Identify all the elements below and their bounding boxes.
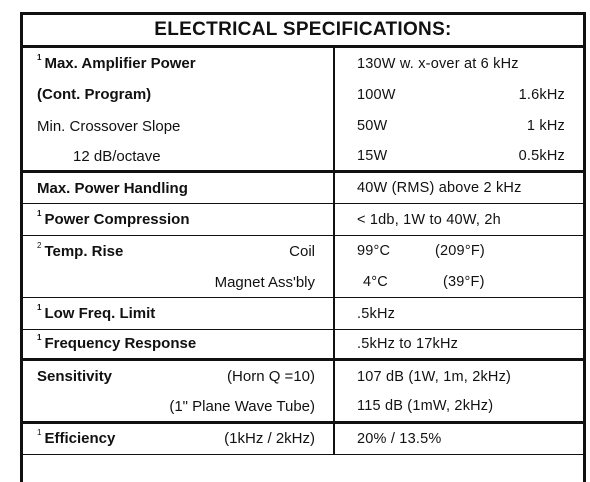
spec-row-slope-db-octave (23, 142, 583, 173)
spec-value-cell (335, 392, 583, 420)
spec-label-cell (23, 298, 335, 328)
spec-row-low-freq-limit (23, 298, 583, 329)
spec-value-celsius: 99°C (357, 243, 391, 260)
spec-row-min-crossover-slope (23, 111, 583, 142)
spec-row-temp-rise-coil (23, 236, 583, 267)
spec-label: Max. Power Handling (37, 179, 188, 197)
spec-label-cell (23, 79, 335, 110)
spec-value-power: 50W (357, 118, 388, 135)
table-title: ELECTRICAL SPECIFICATIONS: (23, 15, 583, 48)
spec-label-cell (23, 424, 335, 454)
spec-label-cell (23, 142, 335, 170)
spec-value-celsius: 4°C (363, 274, 388, 291)
spec-label: Power Compression (44, 211, 190, 229)
spec-value-cell (335, 204, 583, 234)
spec-value: 107 dB (1W, 1m, 2kHz) (357, 368, 512, 385)
spec-value-power: 100W (357, 86, 396, 103)
spec-label: Low Freq. Limit (44, 305, 156, 323)
spec-value-cell (335, 173, 583, 203)
spec-sublabel: Coil (289, 242, 315, 260)
spec-row-cont-program (23, 79, 583, 110)
spec-value: .5kHz to 17kHz (357, 335, 459, 352)
spec-row-efficiency (23, 424, 583, 455)
footnote-marker: 2 (37, 240, 42, 250)
spec-sublabel: Magnet Ass'bly (214, 273, 315, 291)
spec-value-cell (335, 298, 583, 328)
spec-value-cell (335, 142, 583, 170)
spec-sublabel: (Horn Q =10) (227, 368, 315, 386)
spec-value-frequency: 0.5kHz (518, 148, 565, 165)
spec-label-cell (23, 173, 335, 203)
spec-label-cell (23, 111, 335, 142)
spec-label: Max. Amplifier Power (44, 55, 196, 73)
spec-value-fahrenheit: (209°F) (435, 243, 485, 260)
spec-row-frequency-response (23, 330, 583, 361)
spec-value-cell (335, 330, 583, 358)
spec-value-cell (335, 48, 583, 79)
spec-value-fahrenheit: (39°F) (443, 274, 485, 291)
spec-label-cell (23, 330, 335, 358)
spec-label-cell (23, 48, 335, 79)
spec-value-cell (335, 111, 583, 142)
spec-value-power: 15W (357, 148, 388, 165)
footnote-marker: 1 (37, 428, 42, 438)
spec-label: Frequency Response (44, 335, 197, 353)
spec-label-cell (23, 361, 335, 392)
spec-label: Sensitivity (37, 368, 113, 386)
spec-value: 40W (RMS) above 2 kHz (357, 180, 522, 197)
spec-label: Efficiency (44, 430, 116, 448)
footnote-marker: 1 (37, 303, 42, 313)
spec-value: < 1db, 1W to 40W, 2h (357, 211, 501, 228)
spec-label: Temp. Rise (44, 242, 124, 260)
spec-label: 12 dB/octave (73, 147, 161, 165)
spec-value: 20% / 13.5% (357, 430, 442, 447)
spec-sublabel: (1" Plane Wave Tube) (169, 397, 315, 415)
spec-label-cell (23, 392, 335, 420)
spec-value-frequency: 1.6kHz (518, 86, 565, 103)
spec-row-max-amplifier-power (23, 48, 583, 79)
spec-row-temp-rise-magnet (23, 267, 583, 298)
spec-value: 130W w. x-over at 6 kHz (357, 55, 519, 72)
spec-row-sensitivity-horn (23, 361, 583, 392)
spec-label-cell (23, 267, 335, 297)
spec-value-cell (335, 361, 583, 392)
spec-sublabel: (1kHz / 2kHz) (224, 430, 315, 448)
spec-value: .5kHz (357, 305, 396, 322)
spec-value-cell (335, 424, 583, 454)
spec-label: Min. Crossover Slope (37, 117, 181, 135)
spec-row-power-compression (23, 204, 583, 235)
spec-value-frequency: 1 kHz (526, 118, 565, 135)
spec-value: 115 dB (1mW, 2kHz) (357, 398, 494, 415)
spec-value-cell (335, 267, 583, 297)
footnote-marker: 1 (37, 333, 42, 343)
spec-value-cell (335, 79, 583, 110)
spec-value-cell (335, 236, 583, 267)
spec-label-cell (23, 204, 335, 234)
electrical-specifications-table (20, 12, 586, 482)
footnote-marker: 1 (37, 53, 42, 63)
footnote-marker: 1 (37, 209, 42, 219)
spec-row-sensitivity-plane-wave (23, 392, 583, 423)
spec-label: (Cont. Program) (37, 86, 152, 104)
spec-row-max-power-handling (23, 173, 583, 204)
spec-label-cell (23, 236, 335, 267)
